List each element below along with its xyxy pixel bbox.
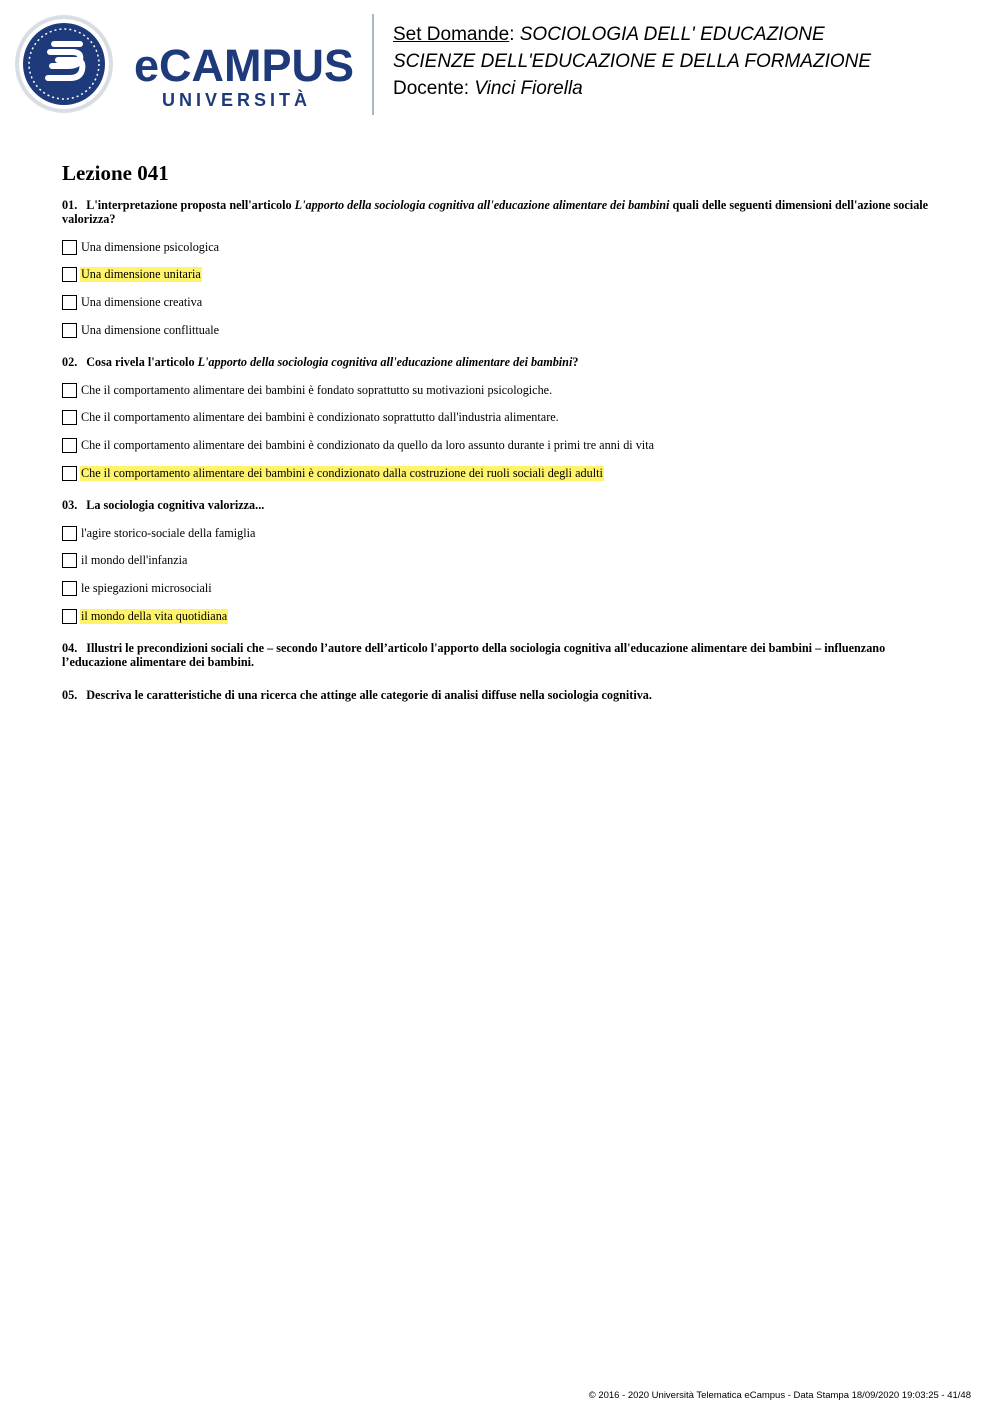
set-label: Set Domande	[393, 24, 510, 45]
course-title: SOCIOLOGIA DELL' EDUCAZIONE	[519, 24, 825, 45]
answer-option[interactable]: Che il comportamento alimentare dei bambini è condizionato da quello da loro assunto durante i primi tre anni di vita	[62, 437, 932, 453]
highlighted-answer: Che il comportamento alimentare dei bambini è condizionato dalla costruzione dei ruoli sociali degli adulti	[81, 465, 603, 480]
answer-option[interactable]: Una dimensione conflittuale	[62, 322, 932, 338]
question-list	[62, 198, 932, 721]
ecampus-logo	[14, 14, 359, 119]
checkbox[interactable]	[62, 323, 77, 338]
checkbox[interactable]	[62, 410, 77, 425]
answer-option[interactable]: Una dimensione creativa	[62, 294, 932, 310]
question-number: 05.	[62, 688, 78, 703]
answer-options	[62, 239, 932, 338]
checkbox[interactable]	[62, 438, 77, 453]
answer-option-correct[interactable]	[62, 465, 932, 481]
teacher-label: Docente:	[393, 78, 470, 99]
answer-option[interactable]: Che il comportamento alimentare dei bambini è condizionato soprattutto dall'industria alimentare.	[62, 410, 932, 426]
checkbox[interactable]	[62, 581, 77, 596]
answer-option[interactable]: Una dimensione psicologica	[62, 239, 932, 255]
answer-option[interactable]: l'agire storico-sociale della famiglia	[62, 525, 932, 541]
question-number: 01.	[62, 198, 78, 212]
highlighted-answer: il mondo della vita quotidiana	[81, 608, 228, 623]
header-divider	[372, 14, 374, 115]
answer-option[interactable]: il mondo dell'infanzia	[62, 553, 932, 569]
checkbox[interactable]	[62, 553, 77, 568]
logo-wordmark: eCAMPUS	[134, 40, 355, 91]
checkbox[interactable]	[62, 383, 77, 398]
checkbox[interactable]	[62, 267, 77, 282]
question-text: 03. La sociologia cognitiva valorizza...	[62, 498, 265, 513]
question-text: 04. Illustri le precondizioni sociali che – secondo l’autore dell’articolo l'apporto della sociologia cognitiva all'educazione alimentare dei bambini – influenzano l’educazione alimentare dei bambini.	[62, 641, 886, 670]
question-block-04	[62, 641, 932, 669]
question-number: 02.	[62, 355, 78, 370]
question-number: 04.	[62, 641, 78, 656]
answer-options	[62, 382, 932, 481]
checkbox[interactable]	[62, 609, 77, 624]
answer-option[interactable]: Che il comportamento alimentare dei bambini è fondato soprattutto su motivazioni psicologiche.	[62, 382, 932, 398]
article-title: L'apporto della sociologia cognitiva all'educazione alimentare dei bambini	[197, 355, 573, 370]
answer-option-correct[interactable]	[62, 608, 932, 624]
page-footer: © 2016 - 2020 Università Telematica eCampus - Data Stampa 18/09/2020 19:03:25 - 41/48	[588, 1390, 971, 1401]
question-block-03	[62, 498, 932, 624]
checkbox[interactable]	[62, 295, 77, 310]
question-block-05	[62, 688, 932, 702]
set-title-line: Set Domande: SOCIOLOGIA DELL' EDUCAZIONE	[393, 24, 825, 45]
question-text: 02. Cosa rivela l'articolo L'apporto della sociologia cognitiva all'educazione alimentare dei bambini?	[62, 355, 579, 370]
teacher-line	[393, 75, 871, 102]
question-text: 05. Descriva le caratteristiche di una ricerca che attinge alle categorie di analisi diffuse nella sociologia cognitiva.	[62, 688, 652, 703]
checkbox[interactable]	[62, 466, 77, 481]
answer-option-correct[interactable]	[62, 267, 932, 283]
question-number: 03.	[62, 498, 78, 513]
checkbox[interactable]	[62, 240, 77, 255]
logo-subtext: UNIVERSITÀ	[162, 90, 312, 110]
article-title: L'apporto della sociologia cognitiva all'educazione alimentare dei bambini	[294, 198, 670, 212]
checkbox[interactable]	[62, 526, 77, 541]
course-program: SCIENZE DELL'EDUCAZIONE E DELLA FORMAZIONE	[393, 51, 872, 72]
header-info	[393, 21, 871, 102]
highlighted-answer: Una dimensione unitaria	[81, 267, 201, 282]
answer-options	[62, 525, 932, 624]
lesson-title: Lezione 041	[62, 161, 169, 185]
question-block-01	[62, 198, 932, 338]
teacher-name: Vinci Fiorella	[474, 78, 583, 99]
answer-option[interactable]: le spiegazioni microsociali	[62, 581, 932, 597]
question-block-02	[62, 355, 932, 481]
question-text: 01. L'interpretazione proposta nell'articolo L'apporto della sociologia cognitiva all'educazione alimentare dei bambini quali delle seguenti dimensioni dell'azione sociale valorizza?	[62, 198, 929, 226]
